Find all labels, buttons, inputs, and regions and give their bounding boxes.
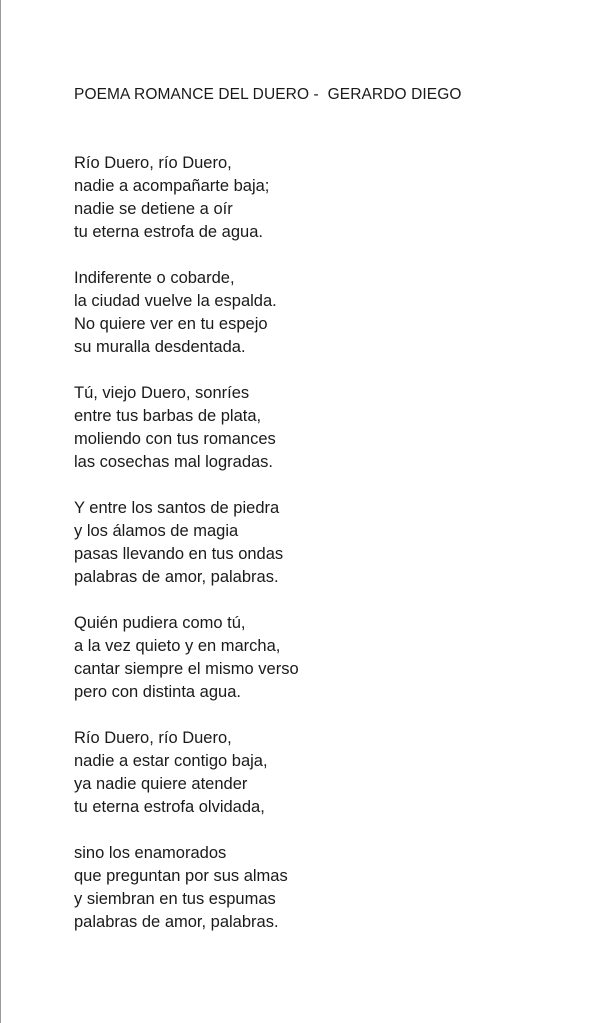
poem-line: Quién pudiera como tú,: [74, 614, 246, 632]
stanza-2: [74, 267, 299, 359]
poem-body: [74, 152, 299, 957]
poem-line: tu eterna estrofa de agua.: [74, 223, 263, 241]
poem-title: POEMA ROMANCE DEL DUERO - GERARDO DIEGO: [74, 86, 462, 103]
stanza-6: [74, 727, 299, 819]
poem-line: pasas llevando en tus ondas: [74, 545, 284, 563]
stanza-3: [74, 382, 299, 474]
poem-line: No quiere ver en tu espejo: [74, 315, 268, 333]
poem-line: Río Duero, río Duero,: [74, 729, 232, 747]
poem-line: Río Duero, río Duero,: [74, 154, 232, 172]
stanza-7: [74, 842, 299, 934]
poem-line: entre tus barbas de plata,: [74, 407, 262, 425]
poem-line: tu eterna estrofa olvidada,: [74, 798, 265, 816]
poem-line: Y entre los santos de piedra: [74, 499, 280, 517]
poem-line: cantar siempre el mismo verso: [74, 660, 299, 678]
poem-line: sino los enamorados: [74, 844, 227, 862]
poem-line: moliendo con tus romances: [74, 430, 276, 448]
poem-line: que preguntan por sus almas: [74, 867, 288, 885]
poem-line: nadie a acompañarte baja;: [74, 177, 270, 195]
poem-line: y los álamos de magia: [74, 522, 239, 540]
poem-line: nadie se detiene a oír: [74, 200, 233, 218]
stanza-4: [74, 497, 299, 589]
poem-line: ya nadie quiere atender: [74, 775, 248, 793]
poem-line: Indiferente o cobarde,: [74, 269, 235, 287]
poem-line: y siembran en tus espumas: [74, 890, 276, 908]
stanza-5: [74, 612, 299, 704]
poem-line: la ciudad vuelve la espalda.: [74, 292, 277, 310]
poem-line: Tú, viejo Duero, sonríes: [74, 384, 250, 402]
poem-line: a la vez quieto y en marcha,: [74, 637, 281, 655]
poem-line: palabras de amor, palabras.: [74, 568, 279, 586]
poem-line: su muralla desdentada.: [74, 338, 246, 356]
poem-line: las cosechas mal logradas.: [74, 453, 274, 471]
poem-line: nadie a estar contigo baja,: [74, 752, 268, 770]
stanza-1: [74, 152, 299, 244]
poem-line: palabras de amor, palabras.: [74, 913, 279, 931]
poem-line: pero con distinta agua.: [74, 683, 241, 701]
